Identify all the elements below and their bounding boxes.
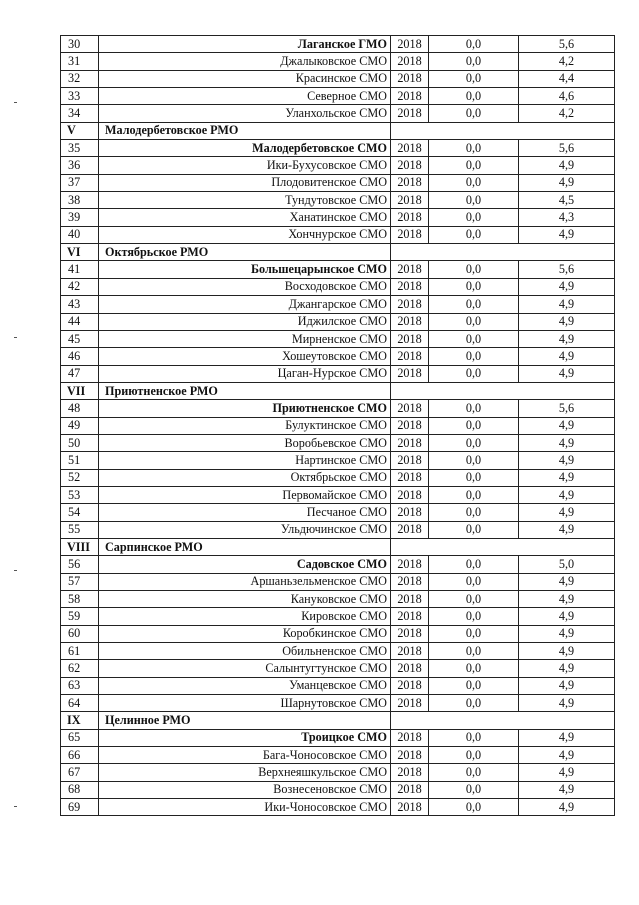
municipality-name: Булуктинское СМО xyxy=(99,417,391,434)
value-cell-1: 0,0 xyxy=(429,53,519,70)
year-cell: 2018 xyxy=(391,434,429,451)
row-number: 66 xyxy=(61,747,99,764)
table-row xyxy=(61,677,615,694)
value-cell-2: 4,9 xyxy=(519,521,615,538)
value-cell-1: 0,0 xyxy=(429,348,519,365)
scan-mark xyxy=(14,102,17,103)
municipality-name: Уманцевское СМО xyxy=(99,677,391,694)
year-cell: 2018 xyxy=(391,400,429,417)
row-number: 61 xyxy=(61,643,99,660)
municipality-name: Кануковское СМО xyxy=(99,591,391,608)
value-cell-1: 0,0 xyxy=(429,88,519,105)
row-number: 44 xyxy=(61,313,99,330)
scan-mark xyxy=(14,337,17,338)
value-cell-2: 4,9 xyxy=(519,278,615,295)
year-cell: 2018 xyxy=(391,278,429,295)
year-cell: 2018 xyxy=(391,105,429,122)
municipality-name: Ики-Чоносовское СМО xyxy=(99,799,391,816)
row-number: 30 xyxy=(61,36,99,53)
year-cell: 2018 xyxy=(391,53,429,70)
value-cell-2: 4,4 xyxy=(519,70,615,87)
row-number: 33 xyxy=(61,88,99,105)
section-number: V xyxy=(61,122,99,139)
table-row xyxy=(61,261,615,278)
row-number: 46 xyxy=(61,348,99,365)
year-cell: 2018 xyxy=(391,660,429,677)
table-row xyxy=(61,695,615,712)
value-cell-1: 0,0 xyxy=(429,209,519,226)
year-cell: 2018 xyxy=(391,486,429,503)
municipality-name: Песчаное СМО xyxy=(99,504,391,521)
value-cell-2: 4,9 xyxy=(519,764,615,781)
row-number: 57 xyxy=(61,573,99,590)
year-cell: 2018 xyxy=(391,348,429,365)
value-cell-1: 0,0 xyxy=(429,313,519,330)
municipality-name: Верхнеяшкульское СМО xyxy=(99,764,391,781)
section-title: Октябрьское РМО xyxy=(99,244,391,261)
municipality-name: Приютненское СМО xyxy=(99,400,391,417)
value-cell-1: 0,0 xyxy=(429,573,519,590)
value-cell-2: 4,9 xyxy=(519,348,615,365)
row-number: 63 xyxy=(61,677,99,694)
year-cell: 2018 xyxy=(391,88,429,105)
empty-cell xyxy=(391,122,615,139)
value-cell-1: 0,0 xyxy=(429,278,519,295)
section-title: Малодербетовское РМО xyxy=(99,122,391,139)
section-number: VI xyxy=(61,244,99,261)
row-number: 56 xyxy=(61,556,99,573)
municipality-name: Хошеутовское СМО xyxy=(99,348,391,365)
empty-cell xyxy=(391,712,615,729)
municipality-name: Северное СМО xyxy=(99,88,391,105)
year-cell: 2018 xyxy=(391,36,429,53)
municipality-name: Большецарынское СМО xyxy=(99,261,391,278)
row-number: 54 xyxy=(61,504,99,521)
value-cell-2: 4,9 xyxy=(519,747,615,764)
municipality-name: Ики-Бухусовское СМО xyxy=(99,157,391,174)
municipality-name: Шарнутовское СМО xyxy=(99,695,391,712)
value-cell-2: 4,2 xyxy=(519,53,615,70)
value-cell-2: 4,9 xyxy=(519,781,615,798)
value-cell-2: 5,6 xyxy=(519,36,615,53)
table-row xyxy=(61,799,615,816)
row-number: 41 xyxy=(61,261,99,278)
municipality-name: Малодербетовское СМО xyxy=(99,140,391,157)
municipality-name: Садовское СМО xyxy=(99,556,391,573)
year-cell: 2018 xyxy=(391,226,429,243)
municipality-name: Октябрьское СМО xyxy=(99,469,391,486)
table-row xyxy=(61,157,615,174)
municipality-name: Тундутовское СМО xyxy=(99,192,391,209)
value-cell-1: 0,0 xyxy=(429,799,519,816)
table-row xyxy=(61,660,615,677)
table-row xyxy=(61,417,615,434)
value-cell-2: 4,9 xyxy=(519,486,615,503)
value-cell-1: 0,0 xyxy=(429,764,519,781)
table-row xyxy=(61,209,615,226)
row-number: 53 xyxy=(61,486,99,503)
year-cell: 2018 xyxy=(391,140,429,157)
value-cell-1: 0,0 xyxy=(429,677,519,694)
table-row xyxy=(61,105,615,122)
value-cell-2: 4,9 xyxy=(519,157,615,174)
table-row xyxy=(61,764,615,781)
section-title: Целинное РМО xyxy=(99,712,391,729)
row-number: 40 xyxy=(61,226,99,243)
year-cell: 2018 xyxy=(391,799,429,816)
table-body xyxy=(61,36,615,816)
table-row xyxy=(61,365,615,382)
value-cell-2: 4,9 xyxy=(519,330,615,347)
municipality-name: Вознесеновское СМО xyxy=(99,781,391,798)
value-cell-1: 0,0 xyxy=(429,781,519,798)
year-cell: 2018 xyxy=(391,677,429,694)
value-cell-1: 0,0 xyxy=(429,747,519,764)
year-cell: 2018 xyxy=(391,313,429,330)
table-row xyxy=(61,36,615,53)
year-cell: 2018 xyxy=(391,781,429,798)
value-cell-1: 0,0 xyxy=(429,504,519,521)
table-row xyxy=(61,296,615,313)
value-cell-1: 0,0 xyxy=(429,660,519,677)
row-number: 43 xyxy=(61,296,99,313)
year-cell: 2018 xyxy=(391,157,429,174)
section-number: IX xyxy=(61,712,99,729)
year-cell: 2018 xyxy=(391,608,429,625)
row-number: 52 xyxy=(61,469,99,486)
value-cell-1: 0,0 xyxy=(429,157,519,174)
value-cell-2: 4,9 xyxy=(519,434,615,451)
table-row xyxy=(61,643,615,660)
row-number: 67 xyxy=(61,764,99,781)
section-number: VIII xyxy=(61,538,99,555)
table-row xyxy=(61,174,615,191)
row-number: 65 xyxy=(61,729,99,746)
table-row xyxy=(61,573,615,590)
municipality-name: Кировское СМО xyxy=(99,608,391,625)
row-number: 42 xyxy=(61,278,99,295)
municipality-table xyxy=(60,35,615,816)
year-cell: 2018 xyxy=(391,174,429,191)
table-row xyxy=(61,452,615,469)
year-cell: 2018 xyxy=(391,330,429,347)
value-cell-1: 0,0 xyxy=(429,521,519,538)
row-number: 31 xyxy=(61,53,99,70)
municipality-name: Уланхольское СМО xyxy=(99,105,391,122)
table-row xyxy=(61,504,615,521)
value-cell-1: 0,0 xyxy=(429,695,519,712)
municipality-name: Хончнурское СМО xyxy=(99,226,391,243)
table-row xyxy=(61,591,615,608)
value-cell-2: 5,6 xyxy=(519,140,615,157)
row-number: 68 xyxy=(61,781,99,798)
value-cell-2: 4,6 xyxy=(519,88,615,105)
year-cell: 2018 xyxy=(391,70,429,87)
value-cell-2: 4,2 xyxy=(519,105,615,122)
value-cell-1: 0,0 xyxy=(429,330,519,347)
value-cell-2: 4,9 xyxy=(519,608,615,625)
value-cell-1: 0,0 xyxy=(429,591,519,608)
table-row xyxy=(61,469,615,486)
value-cell-1: 0,0 xyxy=(429,417,519,434)
municipality-name: Ульдючинское СМО xyxy=(99,521,391,538)
row-number: 51 xyxy=(61,452,99,469)
value-cell-2: 4,9 xyxy=(519,677,615,694)
document-page xyxy=(60,35,614,816)
value-cell-2: 4,9 xyxy=(519,799,615,816)
table-row xyxy=(61,278,615,295)
value-cell-2: 4,9 xyxy=(519,174,615,191)
row-number: 38 xyxy=(61,192,99,209)
section-row xyxy=(61,244,615,261)
value-cell-1: 0,0 xyxy=(429,192,519,209)
value-cell-2: 5,0 xyxy=(519,556,615,573)
row-number: 35 xyxy=(61,140,99,157)
value-cell-2: 4,9 xyxy=(519,660,615,677)
empty-cell xyxy=(391,382,615,399)
municipality-name: Салынтугтунское СМО xyxy=(99,660,391,677)
table-row xyxy=(61,556,615,573)
table-row xyxy=(61,729,615,746)
row-number: 34 xyxy=(61,105,99,122)
value-cell-1: 0,0 xyxy=(429,434,519,451)
value-cell-1: 0,0 xyxy=(429,36,519,53)
year-cell: 2018 xyxy=(391,695,429,712)
year-cell: 2018 xyxy=(391,192,429,209)
year-cell: 2018 xyxy=(391,504,429,521)
row-number: 60 xyxy=(61,625,99,642)
value-cell-2: 4,9 xyxy=(519,296,615,313)
row-number: 45 xyxy=(61,330,99,347)
value-cell-1: 0,0 xyxy=(429,365,519,382)
scan-mark xyxy=(14,806,17,807)
section-title: Приютненское РМО xyxy=(99,382,391,399)
year-cell: 2018 xyxy=(391,556,429,573)
value-cell-1: 0,0 xyxy=(429,226,519,243)
table-row xyxy=(61,608,615,625)
table-row xyxy=(61,521,615,538)
municipality-name: Восходовское СМО xyxy=(99,278,391,295)
row-number: 55 xyxy=(61,521,99,538)
value-cell-2: 4,3 xyxy=(519,209,615,226)
table-row xyxy=(61,140,615,157)
value-cell-2: 4,9 xyxy=(519,643,615,660)
row-number: 49 xyxy=(61,417,99,434)
year-cell: 2018 xyxy=(391,591,429,608)
section-row xyxy=(61,382,615,399)
empty-cell xyxy=(391,244,615,261)
municipality-name: Лаганское ГМО xyxy=(99,36,391,53)
year-cell: 2018 xyxy=(391,521,429,538)
value-cell-1: 0,0 xyxy=(429,261,519,278)
municipality-name: Троицкое СМО xyxy=(99,729,391,746)
municipality-name: Ханатинское СМО xyxy=(99,209,391,226)
municipality-name: Иджилское СМО xyxy=(99,313,391,330)
municipality-name: Цаган-Нурское СМО xyxy=(99,365,391,382)
municipality-name: Джангарское СМО xyxy=(99,296,391,313)
year-cell: 2018 xyxy=(391,296,429,313)
row-number: 47 xyxy=(61,365,99,382)
value-cell-2: 4,9 xyxy=(519,591,615,608)
row-number: 58 xyxy=(61,591,99,608)
municipality-name: Аршаньзельменское СМО xyxy=(99,573,391,590)
municipality-name: Бага-Чоносовское СМО xyxy=(99,747,391,764)
year-cell: 2018 xyxy=(391,764,429,781)
year-cell: 2018 xyxy=(391,452,429,469)
municipality-name: Нартинское СМО xyxy=(99,452,391,469)
value-cell-1: 0,0 xyxy=(429,486,519,503)
value-cell-1: 0,0 xyxy=(429,556,519,573)
value-cell-2: 4,9 xyxy=(519,226,615,243)
year-cell: 2018 xyxy=(391,261,429,278)
row-number: 39 xyxy=(61,209,99,226)
row-number: 48 xyxy=(61,400,99,417)
value-cell-1: 0,0 xyxy=(429,452,519,469)
row-number: 32 xyxy=(61,70,99,87)
row-number: 69 xyxy=(61,799,99,816)
municipality-name: Джалыковское СМО xyxy=(99,53,391,70)
year-cell: 2018 xyxy=(391,729,429,746)
section-row xyxy=(61,538,615,555)
row-number: 37 xyxy=(61,174,99,191)
value-cell-2: 4,9 xyxy=(519,469,615,486)
value-cell-1: 0,0 xyxy=(429,140,519,157)
year-cell: 2018 xyxy=(391,365,429,382)
value-cell-2: 4,9 xyxy=(519,573,615,590)
table-row xyxy=(61,192,615,209)
value-cell-1: 0,0 xyxy=(429,625,519,642)
year-cell: 2018 xyxy=(391,643,429,660)
value-cell-1: 0,0 xyxy=(429,608,519,625)
table-row xyxy=(61,486,615,503)
value-cell-2: 5,6 xyxy=(519,400,615,417)
value-cell-2: 4,9 xyxy=(519,417,615,434)
table-row xyxy=(61,330,615,347)
value-cell-1: 0,0 xyxy=(429,105,519,122)
table-row xyxy=(61,226,615,243)
municipality-name: Мирненское СМО xyxy=(99,330,391,347)
row-number: 59 xyxy=(61,608,99,625)
year-cell: 2018 xyxy=(391,209,429,226)
row-number: 50 xyxy=(61,434,99,451)
table-row xyxy=(61,400,615,417)
municipality-name: Первомайское СМО xyxy=(99,486,391,503)
table-row xyxy=(61,313,615,330)
value-cell-1: 0,0 xyxy=(429,729,519,746)
municipality-name: Воробьевское СМО xyxy=(99,434,391,451)
table-row xyxy=(61,747,615,764)
value-cell-2: 5,6 xyxy=(519,261,615,278)
value-cell-1: 0,0 xyxy=(429,174,519,191)
table-row xyxy=(61,88,615,105)
section-row xyxy=(61,712,615,729)
value-cell-1: 0,0 xyxy=(429,296,519,313)
row-number: 64 xyxy=(61,695,99,712)
row-number: 62 xyxy=(61,660,99,677)
empty-cell xyxy=(391,538,615,555)
municipality-name: Красинское СМО xyxy=(99,70,391,87)
year-cell: 2018 xyxy=(391,747,429,764)
section-title: Сарпинское РМО xyxy=(99,538,391,555)
section-row xyxy=(61,122,615,139)
value-cell-2: 4,9 xyxy=(519,452,615,469)
value-cell-1: 0,0 xyxy=(429,70,519,87)
value-cell-1: 0,0 xyxy=(429,400,519,417)
table-row xyxy=(61,434,615,451)
municipality-name: Плодовитенское СМО xyxy=(99,174,391,191)
municipality-name: Коробкинское СМО xyxy=(99,625,391,642)
table-row xyxy=(61,625,615,642)
year-cell: 2018 xyxy=(391,625,429,642)
value-cell-1: 0,0 xyxy=(429,643,519,660)
scan-mark xyxy=(14,570,17,571)
municipality-name: Обильненское СМО xyxy=(99,643,391,660)
value-cell-2: 4,9 xyxy=(519,729,615,746)
year-cell: 2018 xyxy=(391,573,429,590)
value-cell-2: 4,9 xyxy=(519,504,615,521)
table-row xyxy=(61,781,615,798)
value-cell-2: 4,9 xyxy=(519,365,615,382)
year-cell: 2018 xyxy=(391,469,429,486)
value-cell-2: 4,9 xyxy=(519,625,615,642)
section-number: VII xyxy=(61,382,99,399)
table-row xyxy=(61,70,615,87)
row-number: 36 xyxy=(61,157,99,174)
table-row xyxy=(61,53,615,70)
value-cell-1: 0,0 xyxy=(429,469,519,486)
table-row xyxy=(61,348,615,365)
value-cell-2: 4,9 xyxy=(519,695,615,712)
value-cell-2: 4,9 xyxy=(519,313,615,330)
value-cell-2: 4,5 xyxy=(519,192,615,209)
year-cell: 2018 xyxy=(391,417,429,434)
